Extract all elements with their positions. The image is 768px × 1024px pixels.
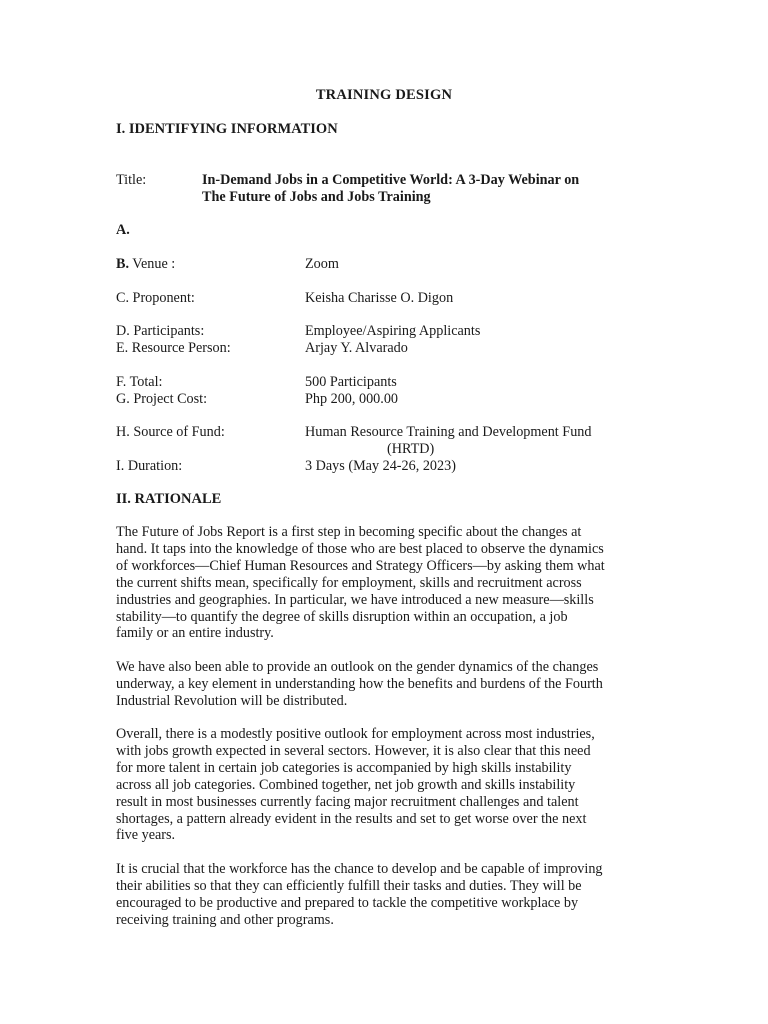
section-heading-identifying-information: I. IDENTIFYING INFORMATION: [116, 121, 338, 137]
rationale-paragraph-3: [116, 726, 636, 844]
total-label: F. Total:: [116, 374, 163, 390]
duration-label: I. Duration:: [116, 458, 183, 474]
paragraph-line: for more talent in certain job categories is accompanied by high skills instability: [116, 759, 572, 776]
item-a: A.: [116, 222, 130, 238]
title-label: Title:: [116, 172, 147, 188]
participants-label: D. Participants:: [116, 323, 205, 339]
project-cost-value: Php 200, 000.00: [305, 391, 399, 407]
paragraph-line: shortages, a pattern already evident in the results and set to get worse over the next: [116, 810, 587, 827]
paragraph-line: underway, a key element in understanding how the benefits and burdens of the Fourth: [116, 675, 603, 692]
paragraph-line: industries and geographies. In particular, we have introduced a new measure—skills: [116, 591, 594, 608]
paragraph-line: five years.: [116, 827, 176, 844]
paragraph-line: their abilities so that they can efficiently fulfill their tasks and duties. They will be: [116, 877, 582, 894]
duration-value: 3 Days (May 24-26, 2023): [305, 458, 456, 474]
source-of-fund-value-line-1: Human Resource Training and Development Fund: [305, 424, 592, 440]
paragraph-line: hand. It taps into the knowledge of those who are best placed to observe the dynamics: [116, 540, 604, 557]
venue-label-text: Venue :: [129, 256, 176, 272]
paragraph-line: Overall, there is a modestly positive outlook for employment across most industries,: [116, 726, 595, 742]
paragraph-line: with jobs growth expected in several sectors. However, it is also clear that this need: [116, 742, 591, 759]
project-cost-label: G. Project Cost:: [116, 391, 208, 407]
venue-label: [116, 256, 175, 273]
proponent-label: C. Proponent:: [116, 290, 195, 306]
rationale-paragraph-4: [116, 861, 636, 929]
participants-value: Employee/Aspiring Applicants: [305, 323, 481, 339]
paragraph-line: of workforces—Chief Human Resources and Strategy Officers—by asking them what: [116, 557, 605, 574]
paragraph-line: across all job categories. Combined together, net job growth and skills instability: [116, 776, 576, 793]
paragraph-line: The Future of Jobs Report is a first step in becoming specific about the changes at: [116, 524, 582, 540]
proponent-value: Keisha Charisse O. Digon: [305, 290, 454, 306]
venue-prefix: B.: [116, 256, 130, 272]
paragraph-line: family or an entire industry.: [116, 625, 274, 642]
paragraph-line: receiving training and other programs.: [116, 911, 334, 928]
paragraph-line: result in most businesses currently facing major recruitment challenges and talent: [116, 793, 579, 810]
paragraph-line: Industrial Revolution will be distributed.: [116, 692, 348, 709]
title-value-line-1: In-Demand Jobs in a Competitive World: A 3-Day Webinar on: [202, 172, 580, 188]
paragraph-line: encouraged to be productive and prepared to tackle the competitive workplace by: [116, 894, 579, 911]
paragraph-line: stability—to quantify the degree of skills disruption within an occupation, a job: [116, 608, 568, 625]
section-heading-rationale: II. RATIONALE: [116, 491, 222, 507]
document-title: TRAINING DESIGN: [315, 87, 453, 103]
venue-value: Zoom: [305, 256, 339, 272]
paragraph-line: We have also been able to provide an outlook on the gender dynamics of the changes: [116, 659, 599, 675]
resource-person-label: E. Resource Person:: [116, 340, 231, 356]
title-value-line-2: The Future of Jobs and Jobs Training: [202, 189, 431, 205]
total-value: 500 Participants: [305, 374, 397, 390]
resource-person-value: Arjay Y. Alvarado: [305, 340, 408, 356]
paragraph-line: It is crucial that the workforce has the chance to develop and be capable of improving: [116, 861, 603, 877]
rationale-paragraph-2: [116, 659, 636, 710]
rationale-paragraph-1: [116, 524, 636, 642]
source-of-fund-value-line-2: (HRTD): [387, 441, 435, 457]
paragraph-line: the current shifts mean, specifically for employment, skills and recruitment across: [116, 574, 582, 591]
source-of-fund-label: H. Source of Fund:: [116, 424, 225, 440]
